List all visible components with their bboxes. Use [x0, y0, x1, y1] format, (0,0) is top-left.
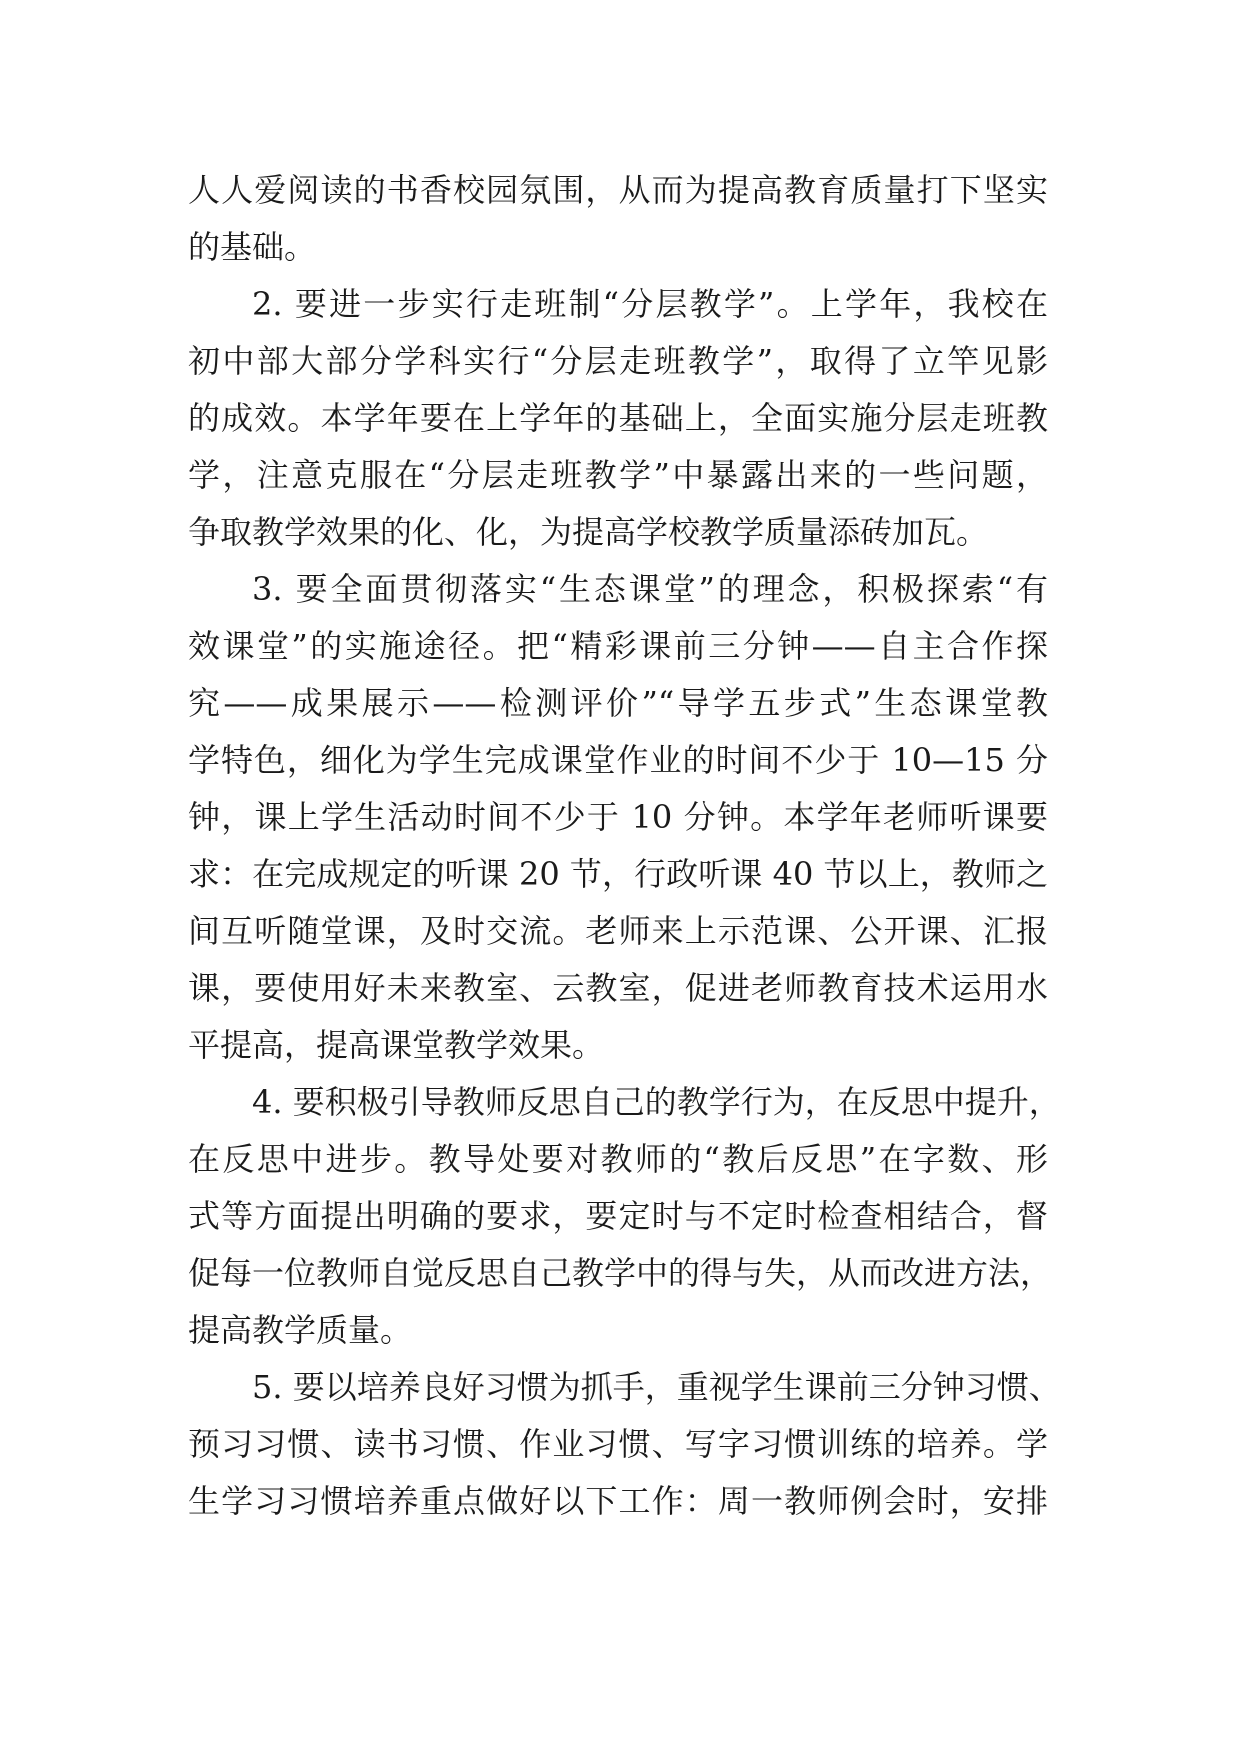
paragraph-4-first-line: 4. 要积极引导教师反思自己的教学行为，在反思中提升， — [252, 1083, 1061, 1121]
text-line: 预习习惯、读书习惯、作业习惯、写字习惯训练的培养。学 — [188, 1425, 1048, 1463]
text-line: 效课堂”的实施途径。把“精彩课前三分钟——自主合作探 — [188, 627, 1048, 665]
text-line: 学，注意克服在“分层走班教学”中暴露出来的一些问题， — [188, 456, 1048, 494]
text-line: 的成效。本学年要在上学年的基础上，全面实施分层走班教 — [188, 399, 1048, 437]
text-line: 间互听随堂课，及时交流。老师来上示范课、公开课、汇报 — [188, 912, 1048, 950]
text-line: 提高教学质量。 — [188, 1311, 413, 1349]
text-line: 在反思中进步。教导处要对教师的“教后反思”在字数、形 — [188, 1140, 1048, 1178]
paragraph-5-first-line: 5. 要以培养良好习惯为抓手，重视学生课前三分钟习惯、 — [252, 1368, 1061, 1406]
text-line: 的基础。 — [188, 228, 317, 266]
text-line: 生学习习惯培养重点做好以下工作：周一教师例会时，安排 — [188, 1482, 1048, 1520]
text-line: 争取教学效果的化、化，为提高学校教学质量添砖加瓦。 — [188, 513, 989, 551]
text-line: 式等方面提出明确的要求，要定时与不定时检查相结合，督 — [188, 1197, 1048, 1235]
text-line: 人人爱阅读的书香校园氛围，从而为提高教育质量打下坚实 — [188, 171, 1048, 209]
text-line: 平提高，提高课堂教学效果。 — [188, 1026, 605, 1064]
text-line: 求：在完成规定的听课 20 节，行政听课 40 节以上，教师之 — [188, 855, 1048, 893]
text-line: 钟，课上学生活动时间不少于 10 分钟。本学年老师听课要 — [188, 798, 1048, 836]
text-line: 课，要使用好未来教室、云教室，促进老师教育技术运用水 — [188, 969, 1048, 1007]
text-line: 究——成果展示——检测评价”“导学五步式”生态课堂教 — [188, 684, 1048, 722]
paragraph-2-first-line: 2. 要进一步实行走班制“分层教学”。上学年，我校在 — [252, 285, 1048, 323]
text-line: 学特色，细化为学生完成课堂作业的时间不少于 10—15 分 — [188, 741, 1048, 779]
paragraph-3-first-line: 3. 要全面贯彻落实“生态课堂”的理念，积极探索“有 — [252, 570, 1048, 608]
text-line: 初中部大部分学科实行“分层走班教学”，取得了立竿见影 — [188, 342, 1048, 380]
text-line: 促每一位教师自觉反思自己教学中的得与失，从而改进方法， — [188, 1254, 1053, 1292]
